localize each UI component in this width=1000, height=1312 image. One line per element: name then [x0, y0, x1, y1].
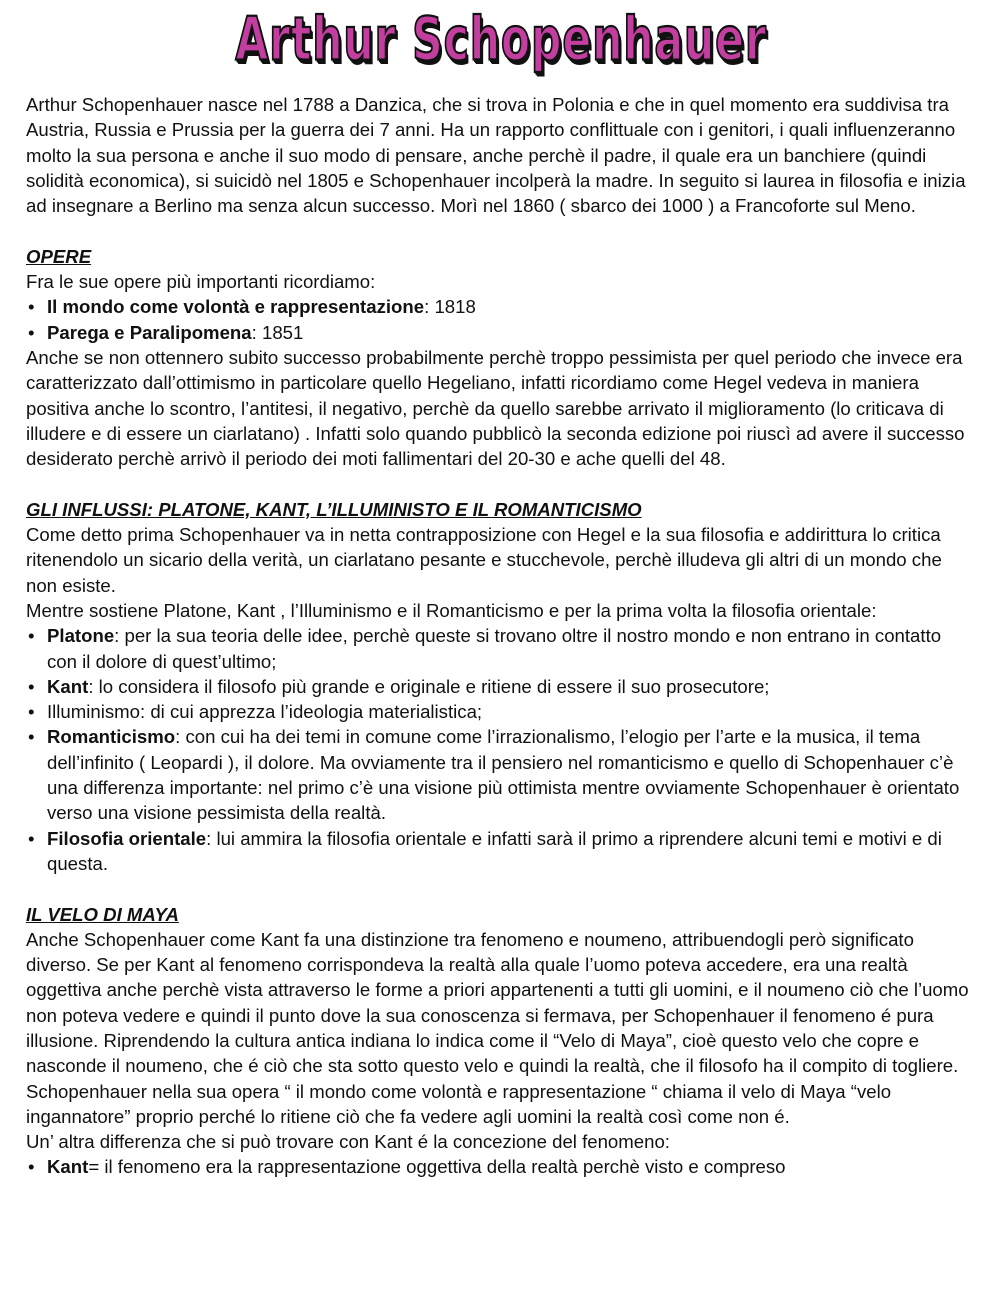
velo-paragraph-3: Un’ altra differenza che si può trovare con Kant é la concezione del fenomeno: [26, 1131, 670, 1153]
velo-paragraph-2: Schopenhauer nella sua opera “ il mondo come volontà e rappresentazione “ chiama il velo di Maya “velo ingannatore” proprio perché lo ritiene ciò che fa vedere agli uomini la realtà così come non é. [26, 1080, 892, 1127]
title-banner [26, 0, 976, 92]
list-item-text: : per la sua teoria delle idee, perchè queste si trovano oltre il nostro mondo e non entrano in contatto con il dolore di quest’ultimo; [47, 625, 942, 672]
spacer [26, 876, 976, 901]
influssi-paragraph-1: Come detto prima Schopenhauer va in netta contrapposizione con Hegel e la sua filosofia e addirittura lo critica ritenendolo un sicario della verità, un ciarlatano pesante e stucchevole, perchè illudeva gli altri di un mondo che non esiste. [26, 524, 942, 596]
spacer [26, 218, 976, 243]
list-item-bold: Parega e Paralipomena [47, 321, 252, 343]
section-heading-velo: IL VELO DI MAYA [26, 903, 179, 925]
section-heading-opere: OPERE [26, 245, 92, 267]
opere-list [26, 294, 976, 345]
opere-body: Anche se non ottennero subito successo probabilmente perchè troppo pessimista per quel periodo che invece era caratterizzato dall’ottimismo in particolare quello Hegeliano, infatti ricordiamo come Hegel vedeva in maniera positiva anche lo scontro, l’antitesi, il negativo, perchè da quello sarebbe arrivato il miglioramento (lo criticava di illudere e di essere un ciarlatano) . Infatti solo quando pubblicò la seconda edizione poi riuscì ad avere il successo desiderato perchè arrivò il periodo dei moti fallimentari del 20-30 e ache quelli del 48. [26, 346, 965, 470]
list-item-bold: Platone [47, 625, 115, 647]
list-item [26, 724, 976, 825]
list-item [26, 294, 976, 319]
list-item-bold: Il mondo come volontà e rappresentazione [47, 296, 425, 318]
list-item [26, 699, 976, 724]
list-item [26, 674, 976, 699]
list-item-text: : lo considera il filosofo più grande e originale e ritiene di essere il suo prosecutore; [88, 675, 770, 697]
list-item-bold: Romanticismo [47, 726, 176, 748]
spacer [26, 471, 976, 496]
list-item-bold: Filosofia orientale [47, 827, 207, 849]
velo-list [26, 1154, 976, 1179]
list-item [26, 826, 976, 877]
page-title: Arthur Schopenhauer [235, 5, 767, 75]
list-item-text: : lui ammira la filosofia orientale e infatti sarà il primo a riprendere alcuni temi e motivi e di questa. [47, 827, 942, 874]
list-item [26, 1154, 976, 1179]
influssi-list [26, 623, 976, 876]
list-item-text: : con cui ha dei temi in comune come l’irrazionalismo, l’elogio per l’arte e la musica, il tema dell’infinito ( Leopardi ), il dolore. Ma ovviamente tra il pensiero nel romanticismo e quello di Schopenhauer c’è una differenza importante: nel primo c’è una visione più ottimista mentre ovviamente Schopenhauer è orientato verso una visione pessimista della realtà. [47, 726, 960, 824]
list-item-text: Illuminismo: di cui apprezza l’ideologia materialistica; [47, 701, 483, 723]
influssi-paragraph-2: Mentre sostiene Platone, Kant , l’Illuminismo e il Romanticismo e per la prima volta la filosofia orientale: [26, 599, 877, 621]
list-item-text: : 1818 [424, 296, 476, 318]
velo-paragraph-1: Anche Schopenhauer come Kant fa una distinzione tra fenomeno e noumeno, attribuendogli però significato diverso. Se per Kant al fenomeno corrispondeva la realtà alla quale l’uomo poteva accedere, era una realtà oggettiva anche perchè vista attraverso le forme a priori appartenenti a tutti gli uomini, e il noumeno ciò che l’uomo non poteva vedere e quindi il punto dove la sua conoscenza si fermava, per Schopenhauer il fenomeno é pura illusione. Riprendendo la cultura antica indiana lo indica come il “Velo di Maya”, cioè questo velo che copre e nasconde il noumeno, che é ciò che sta sotto questo velo e quindi la realtà, che il filosofo ha il compito di togliere. [26, 928, 969, 1077]
document-page [26, 0, 976, 1312]
list-item-bold: Kant [47, 675, 89, 697]
list-item-bold: Kant [47, 1156, 89, 1178]
section-heading-influssi: GLI INFLUSSI: PLATONE, KANT, L’ILLUMINISTO E IL ROMANTICISMO [26, 498, 642, 520]
opere-lead: Fra le sue opere più importanti ricordiamo: [26, 271, 376, 293]
list-item [26, 320, 976, 345]
list-item-text: : 1851 [251, 321, 304, 343]
list-item [26, 623, 976, 674]
list-item-text: = il fenomeno era la rappresentazione oggettiva della realtà perchè visto e compreso [88, 1156, 786, 1178]
intro-paragraph: Arthur Schopenhauer nasce nel 1788 a Danzica, che si trova in Polonia e che in quel momento era suddivisa tra Austria, Russia e Prussia per la guerra dei 7 anni. Ha un rapporto conflittuale con i genitori, i quali influenzeranno molto la sua persona e anche il suo modo di pensare, anche perchè il padre, il quale era un banchiere (quindi solidità economica), si suicidò nel 1805 e Schopenhauer incolperà la madre. In seguito si laurea in filosofia e inizia ad insegnare a Berlino ma senza alcun successo. Morì nel 1860 ( sbarco dei 1000 ) a Francoforte sul Meno. [26, 94, 966, 217]
